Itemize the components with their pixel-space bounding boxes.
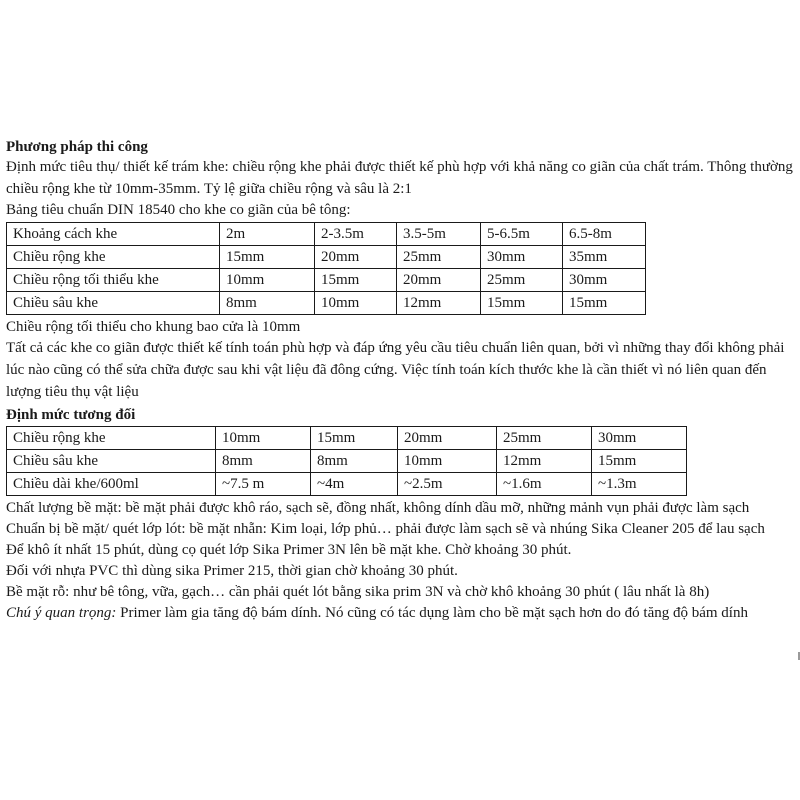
table-cell: ~4m — [311, 473, 398, 496]
table-cell: 15mm — [220, 246, 315, 269]
table-cell: 8mm — [311, 450, 398, 473]
table-cell: ~1.6m — [497, 473, 592, 496]
table-cell: ~7.5 m — [216, 473, 311, 496]
important-note-label: Chú ý quan trọng: — [6, 605, 117, 621]
table-cell: 3.5-5m — [397, 223, 481, 246]
table-cell: 10mm — [216, 427, 311, 450]
table-cell: 10mm — [220, 269, 315, 292]
paragraph-min-frame-width: Chiều rộng tối thiểu cho khung bao cửa là 10mm — [6, 319, 301, 335]
table-cell: 15mm — [481, 292, 563, 315]
table-cell: 25mm — [497, 427, 592, 450]
table-cell: 35mm — [563, 246, 646, 269]
table-cell: ~2.5m — [398, 473, 497, 496]
table-din-body — [7, 223, 646, 315]
document-page — [6, 138, 798, 624]
table-cell: 12mm — [397, 292, 481, 315]
table-cell: 2-3.5m — [315, 223, 397, 246]
table-row — [7, 246, 646, 269]
table-cell: 2m — [220, 223, 315, 246]
table-cell: 10mm — [315, 292, 397, 315]
table-cell: 5-6.5m — [481, 223, 563, 246]
table-cell: 20mm — [315, 246, 397, 269]
table-cell: 30mm — [592, 427, 687, 450]
table-row — [7, 223, 646, 246]
table-cell: 15mm — [315, 269, 397, 292]
paragraph-joint-design: Định mức tiêu thụ/ thiết kế trám khe: chiều rộng khe phải được thiết kế phù hợp với khả năng co giãn của chất trám. Thông thường chiều rộng khe từ 10mm-35mm. Tỷ lệ giữa chiều rộng và sâu là 2:1 — [6, 159, 793, 197]
table-row-header-cell: Chiều sâu khe — [7, 292, 220, 315]
table-row — [7, 473, 687, 496]
table-cell: 12mm — [497, 450, 592, 473]
table-relative-body — [7, 427, 687, 496]
table-cell: 25mm — [481, 269, 563, 292]
section-heading-relative-consumption: Định mức tương đối — [6, 407, 136, 423]
table-row — [7, 427, 687, 450]
paragraph-surface-preparation: Chuẩn bị bề mặt/ quét lớp lót: bề mặt nhẵn: Kim loại, lớp phủ… phải được làm sạch sẽ và nhúng Sika Cleaner 205 để lau sạch — [6, 521, 765, 537]
paragraph-surface-quality: Chất lượng bề mặt: bề mặt phải được khô ráo, sạch sẽ, đồng nhất, không dính dầu mỡ, những mảnh vụn phải được làm sạch — [6, 500, 750, 516]
table-cell: 8mm — [220, 292, 315, 315]
table-row-header-cell: Chiều dài khe/600ml — [7, 473, 216, 496]
table-relative-consumption — [6, 426, 687, 496]
table-row-header-cell: Chiều rộng tối thiểu khe — [7, 269, 220, 292]
table-cell: 25mm — [397, 246, 481, 269]
table-cell: 15mm — [311, 427, 398, 450]
table-cell: 15mm — [563, 292, 646, 315]
table-cell: 8mm — [216, 450, 311, 473]
important-note-text: Primer làm gia tăng độ bám dính. Nó cũng có tác dụng làm cho bề mặt sạch hơn do đó tăng độ bám dính — [116, 605, 748, 621]
table-cell: 30mm — [563, 269, 646, 292]
paragraph-calculation-note: Tất cả các khe co giãn được thiết kế tính toán phù hợp và đáp ứng yêu cầu tiêu chuẩn liên quan, bởi vì những thay đổi không phải lúc nào cũng có thể sửa chữa được sau khi vật liệu đã đông cứng. Việc tính toán kích thước khe là cần thiết vì nó liên quan đến lượng tiêu thụ vật liệu — [6, 340, 785, 400]
table-row-header-cell: Chiều rộng khe — [7, 427, 216, 450]
table-cell: 6.5-8m — [563, 223, 646, 246]
table-cell: 30mm — [481, 246, 563, 269]
paragraph-pvc-primer: Đối với nhựa PVC thì dùng sika Primer 215, thời gian chờ khoảng 30 phút. — [6, 563, 458, 579]
paragraph-dry-time: Để khô ít nhất 15 phút, dùng cọ quét lớp Sika Primer 3N lên bề mặt khe. Chờ khoảng 30 phút. — [6, 542, 572, 558]
paragraph-porous-surface: Bề mặt rỗ: như bê tông, vữa, gạch… cần phải quét lót bằng sika prim 3N và chờ khô khoảng 30 phút ( lâu nhất là 8h) — [6, 584, 710, 600]
table-cell: 20mm — [398, 427, 497, 450]
table-row — [7, 269, 646, 292]
section-heading-construction-method: Phương pháp thi công — [6, 139, 148, 155]
table-row — [7, 292, 646, 315]
table-row-header-cell: Chiều sâu khe — [7, 450, 216, 473]
table-row-header-cell: Khoảng cách khe — [7, 223, 220, 246]
table-cell: ~1.3m — [592, 473, 687, 496]
table-caption-din: Bảng tiêu chuẩn DIN 18540 cho khe co giãn của bê tông: — [6, 202, 351, 218]
table-cell: 20mm — [397, 269, 481, 292]
paragraph-important-note — [6, 603, 798, 624]
table-row — [7, 450, 687, 473]
table-din-18540 — [6, 222, 646, 315]
table-cell: 10mm — [398, 450, 497, 473]
table-cell: 15mm — [592, 450, 687, 473]
table-row-header-cell: Chiều rộng khe — [7, 246, 220, 269]
